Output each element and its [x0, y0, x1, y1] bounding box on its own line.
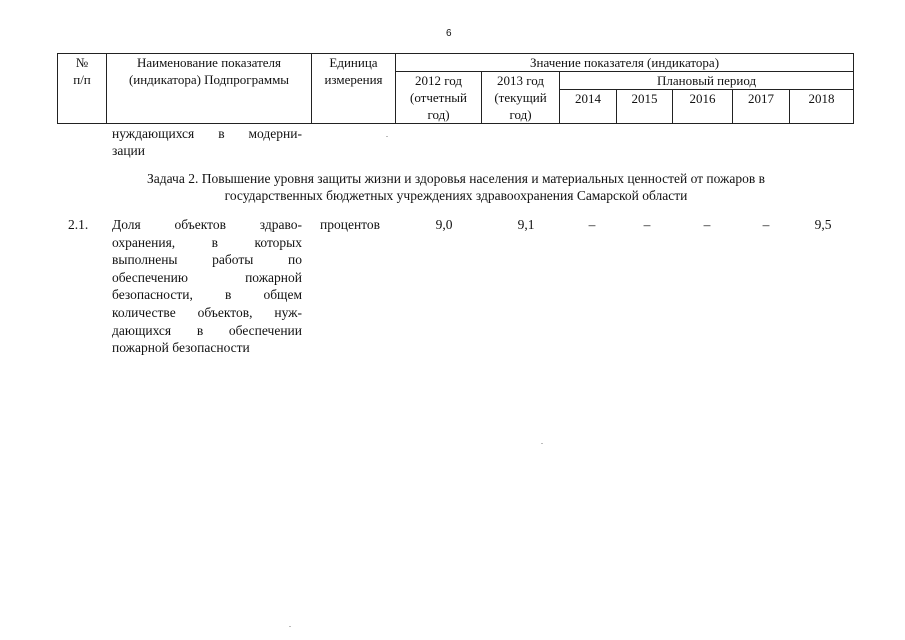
value-2016: – [703, 217, 711, 232]
name-word: количестве [112, 304, 176, 320]
value-2018: 9,5 [814, 217, 832, 232]
name-word: безопасности, [112, 287, 193, 303]
header-value-title: Значение показателя (индикатора) [396, 54, 854, 72]
name-line [112, 234, 302, 252]
header-year-2016: 2016 [673, 90, 733, 124]
name-word: по [288, 252, 302, 268]
name-word: которых [254, 234, 302, 250]
header-name-label: (индикатора) Подпрограммы [128, 72, 290, 87]
header-number-label: п/п [73, 72, 91, 87]
header-year-2014: 2014 [560, 90, 617, 124]
scan-speck [386, 136, 388, 137]
name-line [112, 216, 302, 234]
header-2013-label: 2013 год [497, 73, 544, 88]
continued-line [112, 125, 302, 142]
header-2012-cell [396, 72, 482, 124]
value-2015: – [643, 217, 651, 232]
name-word: в [211, 234, 219, 250]
name-line [112, 304, 302, 322]
continued-word: нуждающихся [112, 126, 195, 141]
name-word: в [196, 322, 204, 338]
name-word: общем [263, 287, 302, 303]
name-word: пожарной [245, 269, 302, 285]
name-word: работы [212, 252, 254, 268]
task-heading-line: государственных бюджетных учреждениях здравоохранения Самарской области [224, 188, 688, 203]
header-year-2017: 2017 [733, 90, 790, 124]
header-year-2015: 2015 [617, 90, 673, 124]
value-2012: 9,0 [435, 217, 453, 232]
header-planned-period: Плановый период [560, 72, 854, 90]
header-2012-label: (отчетный [410, 90, 467, 105]
name-word: обеспечении [228, 322, 302, 338]
header-2012-label: 2012 год [415, 73, 462, 88]
value-2017: – [762, 217, 770, 232]
task-heading-line: Задача 2. Повышение уровня защиты жизни и здоровья населения и материальных ценностей от пожаров в [146, 171, 765, 186]
continued-line: зации [112, 143, 145, 158]
header-2012-label: год) [427, 107, 450, 122]
value-2013: 9,1 [517, 217, 535, 232]
row-indicator-name [112, 216, 302, 357]
name-word: дающихся [112, 322, 172, 338]
name-word: объектов [174, 217, 226, 232]
header-name-label: Наименование показателя [136, 55, 282, 70]
header-unit-label: Единица [329, 55, 378, 70]
header-2013-label: (текущий [494, 90, 547, 105]
task-heading [95, 170, 817, 204]
indicator-table-header [57, 53, 854, 124]
continued-word: в [218, 126, 225, 141]
page-number: 6 [446, 28, 452, 39]
header-2013-label: год) [509, 107, 532, 122]
name-line [112, 251, 302, 269]
name-word: здраво- [259, 217, 302, 232]
continued-word: модерни- [248, 126, 302, 141]
scan-speck [541, 443, 543, 444]
name-line [112, 269, 302, 287]
name-word: охранения, [112, 234, 176, 250]
row-number: 2.1. [68, 217, 89, 232]
name-word: пожарной безопасности [112, 340, 250, 356]
name-word: объектов, [197, 304, 253, 320]
value-2014: – [588, 217, 596, 232]
header-name-cell [107, 54, 312, 124]
name-word: выполнены [112, 252, 178, 268]
name-word: нуж- [274, 304, 302, 320]
header-year-2018: 2018 [790, 90, 854, 124]
name-word: в [224, 287, 232, 303]
header-unit-cell [312, 54, 396, 124]
name-word: обеспечению [112, 269, 188, 285]
scan-speck [289, 626, 291, 627]
header-number-cell [58, 54, 107, 124]
continued-indicator-name [112, 125, 302, 159]
name-word: Доля [112, 217, 141, 232]
row-unit: процентов [320, 217, 381, 232]
header-unit-label: измерения [324, 72, 383, 87]
name-line [112, 286, 302, 304]
header-2013-cell [482, 72, 560, 124]
name-line [112, 322, 302, 340]
name-line [112, 339, 302, 357]
header-number-label: № [75, 55, 89, 70]
